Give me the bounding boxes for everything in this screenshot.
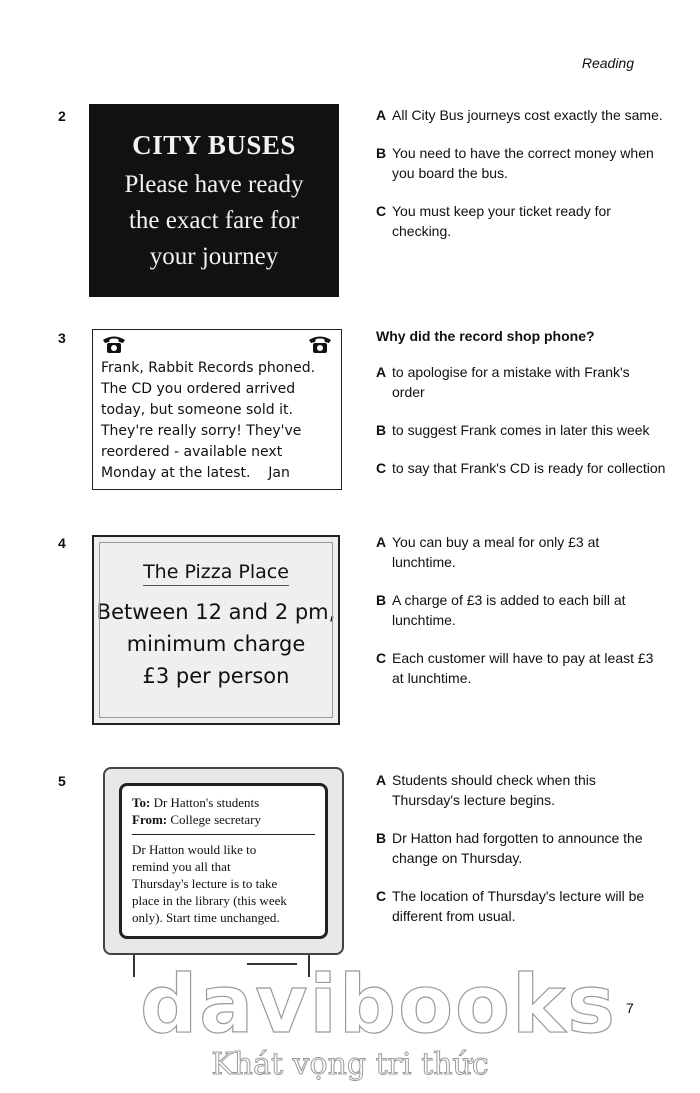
answer-options <box>376 105 666 259</box>
answer-option[interactable]: B You need to have the correct money when you board the bus. <box>376 145 654 181</box>
monitor-base-line <box>247 963 297 965</box>
notice-line: your journey <box>149 243 279 270</box>
question-number: 5 <box>58 773 66 789</box>
email-line: remind you all that <box>132 859 231 874</box>
notice-line: the exact fare for <box>128 207 300 234</box>
email-screen <box>119 783 328 939</box>
section-title: Reading <box>581 55 634 71</box>
note-line: They're really sorry! They've <box>101 423 302 439</box>
question-text: Why did the record shop phone? <box>376 328 595 344</box>
answer-option[interactable]: A to apologise for a mistake with Frank's order <box>376 364 630 400</box>
email-line: Thursday's lecture is to take <box>132 876 278 891</box>
telephone-icon <box>101 334 127 358</box>
answer-options <box>376 770 666 944</box>
answer-option[interactable]: B Dr Hatton had forgotten to announce the change on Thursday. <box>376 830 643 866</box>
answer-options <box>376 532 666 706</box>
note-line: Frank, Rabbit Records phoned. <box>101 360 316 376</box>
question-number: 2 <box>58 108 66 124</box>
note-line: The CD you ordered arrived <box>101 381 296 397</box>
email-line: place in the library (this week <box>132 893 287 908</box>
answer-option[interactable]: B A charge of £3 is added to each bill at lunchtime. <box>376 592 626 628</box>
computer-monitor <box>103 767 344 955</box>
watermark-tagline: Khát vọng tri thức <box>211 1047 489 1082</box>
divider <box>132 834 315 835</box>
page-number: 7 <box>626 1000 634 1016</box>
note-line: Monday at the latest. Jan <box>101 465 290 481</box>
answer-option[interactable]: C Each customer will have to pay at least £3 at lunchtime. <box>376 650 654 686</box>
answer-option[interactable]: B to suggest Frank comes in later this week <box>376 422 650 438</box>
phone-message-note <box>92 329 342 490</box>
question-number: 4 <box>58 535 66 551</box>
watermark <box>140 958 617 1082</box>
email-to-line: To: Dr Hatton's students <box>132 795 260 810</box>
answer-option[interactable]: A You can buy a meal for only £3 at lunchtime. <box>376 534 600 570</box>
notice-line: minimum charge <box>126 632 306 656</box>
notice-inner-border <box>99 542 333 718</box>
answer-option[interactable]: C The location of Thursday's lecture will be different from usual. <box>376 888 645 924</box>
notice-heading: CITY BUSES <box>132 130 296 160</box>
question-number: 3 <box>58 330 66 346</box>
answer-options <box>376 326 666 496</box>
answer-option[interactable]: C to say that Frank's CD is ready for collection <box>376 460 666 476</box>
telephone-icon <box>307 334 333 358</box>
email-from-line: From: College secretary <box>132 812 261 827</box>
notice-line: Please have ready <box>124 171 304 198</box>
notice-line: Between 12 and 2 pm, <box>96 600 336 624</box>
email-line: Dr Hatton would like to <box>132 842 257 857</box>
answer-option[interactable]: A Students should check when this Thursday's lecture begins. <box>376 772 596 808</box>
note-line: reordered - available next <box>101 444 283 460</box>
pizza-notice <box>92 535 340 725</box>
monitor-stand-left <box>133 955 135 977</box>
email-line: only). Start time unchanged. <box>132 910 280 925</box>
answer-option[interactable]: C You must keep your ticket ready for checking. <box>376 203 611 239</box>
bus-notice <box>89 104 339 297</box>
notice-heading: The Pizza Place <box>143 561 289 586</box>
note-line: today, but someone sold it. <box>101 402 293 418</box>
watermark-brand: davibooks <box>140 958 617 1051</box>
monitor-stand-right <box>308 955 310 977</box>
notice-line: £3 per person <box>142 664 290 688</box>
answer-option[interactable]: A All City Bus journeys cost exactly the same. <box>376 107 663 123</box>
